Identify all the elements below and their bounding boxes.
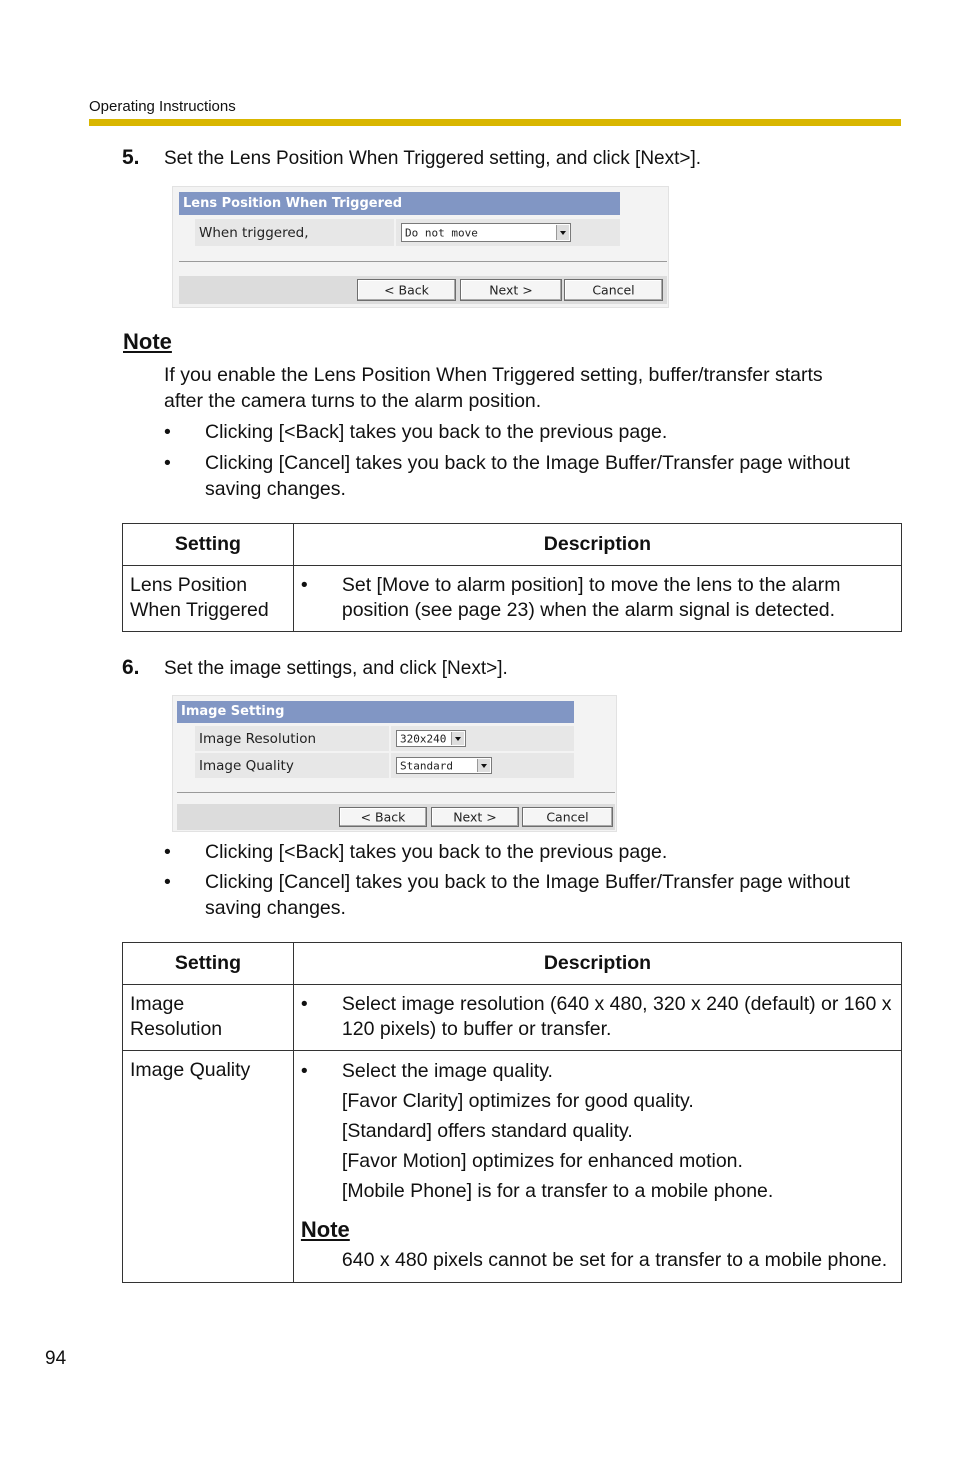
quality-option-line: [Favor Clarity] optimizes for good quality. <box>341 1090 694 1112</box>
quality-option-line: [Favor Motion] optimizes for enhanced motion. <box>341 1150 743 1172</box>
setting-cell: Lens Position When Triggered <box>123 566 294 632</box>
panel-divider <box>179 261 667 262</box>
setting-cell: Image Quality <box>123 1051 294 1283</box>
description-cell: • Select the image quality. [Favor Clarity] optimizes for good quality. [Standard] offers standard quality. [Favor Motion] optimizes for enhanced motion. [Mobile Phone] is for a transfer to a mobile phone. Note 640 x 480 pixels cannot be set for a transfer to a mobile phone. <box>293 1051 901 1283</box>
bullet-icon: • <box>300 1060 308 1082</box>
image-resolution-label: Image Resolution <box>199 730 317 747</box>
step-6-number: 6. <box>122 656 140 679</box>
when-triggered-label: When triggered, <box>199 224 309 241</box>
page-number: 94 <box>45 1348 67 1369</box>
step-5-text: Set the Lens Position When Triggered setting, and click [Next>]. <box>164 148 702 169</box>
list-item <box>164 839 904 865</box>
cell-note-text: 640 x 480 pixels cannot be set for a transfer to a mobile phone. <box>341 1249 888 1271</box>
bullet-icon: • <box>164 421 171 443</box>
image-resolution-select[interactable] <box>396 730 466 747</box>
panel-divider <box>177 792 615 793</box>
note-paragraph <box>164 362 904 414</box>
image-quality-select[interactable] <box>396 757 492 774</box>
row-cell-divider <box>389 753 391 778</box>
bullet-icon: • <box>164 452 171 474</box>
list-item <box>164 419 904 445</box>
image-resolution-select-value: 320x240 <box>400 732 447 745</box>
image-quality-label: Image Quality <box>199 757 294 774</box>
list-item-text: Clicking [<Back] takes you back to the previous page. <box>205 841 668 863</box>
table-header-setting: Setting <box>123 524 294 566</box>
step-5-number: 5. <box>122 146 140 169</box>
chevron-down-icon[interactable] <box>477 759 490 772</box>
bullet-icon: • <box>300 993 308 1015</box>
bullet-icon: • <box>164 871 171 893</box>
list-item-text: Clicking [Cancel] takes you back to the Image Buffer/Transfer page without saving changes. <box>205 871 850 919</box>
when-triggered-select[interactable] <box>401 223 571 242</box>
lens-position-panel-title: Lens Position When Triggered <box>179 192 620 215</box>
next-button[interactable]: Next > <box>431 807 519 827</box>
cancel-button[interactable]: Cancel <box>522 807 613 827</box>
table-row <box>123 985 902 1051</box>
bullet-icon: • <box>164 841 171 863</box>
cell-note-heading: Note <box>300 1217 350 1242</box>
table-row <box>123 566 902 632</box>
list-item <box>164 450 904 502</box>
image-quality-row <box>195 753 574 778</box>
cancel-button[interactable]: Cancel <box>564 279 663 301</box>
bullet-icon: • <box>300 574 308 596</box>
lens-position-panel <box>172 186 669 308</box>
image-settings-table <box>122 942 902 1283</box>
image-resolution-row <box>195 726 574 751</box>
header-rule <box>89 119 901 126</box>
quality-option-line: [Mobile Phone] is for a transfer to a mobile phone. <box>341 1180 774 1202</box>
back-button[interactable]: < Back <box>357 279 456 301</box>
note-paragraph-line-2: after the camera turns to the alarm position. <box>164 390 542 412</box>
next-button[interactable]: Next > <box>460 279 562 301</box>
setting-cell: Image Resolution <box>123 985 294 1051</box>
lens-position-settings-table <box>122 523 902 632</box>
image-quality-select-value: Standard <box>400 759 453 772</box>
list-item-text: Clicking [<Back] takes you back to the previous page. <box>205 421 668 443</box>
list-item-text: Clicking [Cancel] takes you back to the Image Buffer/Transfer page without saving changes. <box>205 452 850 500</box>
image-setting-panel-title: Image Setting <box>177 701 574 723</box>
running-header: Operating Instructions <box>89 98 236 115</box>
list-item <box>164 869 904 921</box>
step-6-text: Set the image settings, and click [Next>]. <box>164 658 508 679</box>
row-cell-divider <box>389 726 391 751</box>
when-triggered-row <box>195 219 620 246</box>
description-cell: • Select image resolution (640 x 480, 320 x 240 (default) or 160 x 120 pixels) to buffer or transfer. <box>293 985 901 1051</box>
row-cell-divider <box>394 219 396 246</box>
quality-option-line: [Standard] offers standard quality. <box>341 1120 633 1142</box>
back-button[interactable]: < Back <box>339 807 427 827</box>
table-row <box>123 1051 902 1283</box>
description-cell: • Set [Move to alarm position] to move the lens to the alarm position (see page 23) when the alarm signal is detected. <box>293 566 901 632</box>
note-heading: Note <box>123 329 172 354</box>
chevron-down-icon[interactable] <box>556 225 569 240</box>
when-triggered-select-value: Do not move <box>405 226 478 239</box>
note-paragraph-line-1: If you enable the Lens Position When Triggered setting, buffer/transfer starts <box>164 364 823 386</box>
image-setting-panel <box>172 695 617 832</box>
chevron-down-icon[interactable] <box>451 732 464 745</box>
table-header-description: Description <box>293 943 901 985</box>
table-header-description: Description <box>293 524 901 566</box>
table-header-setting: Setting <box>123 943 294 985</box>
